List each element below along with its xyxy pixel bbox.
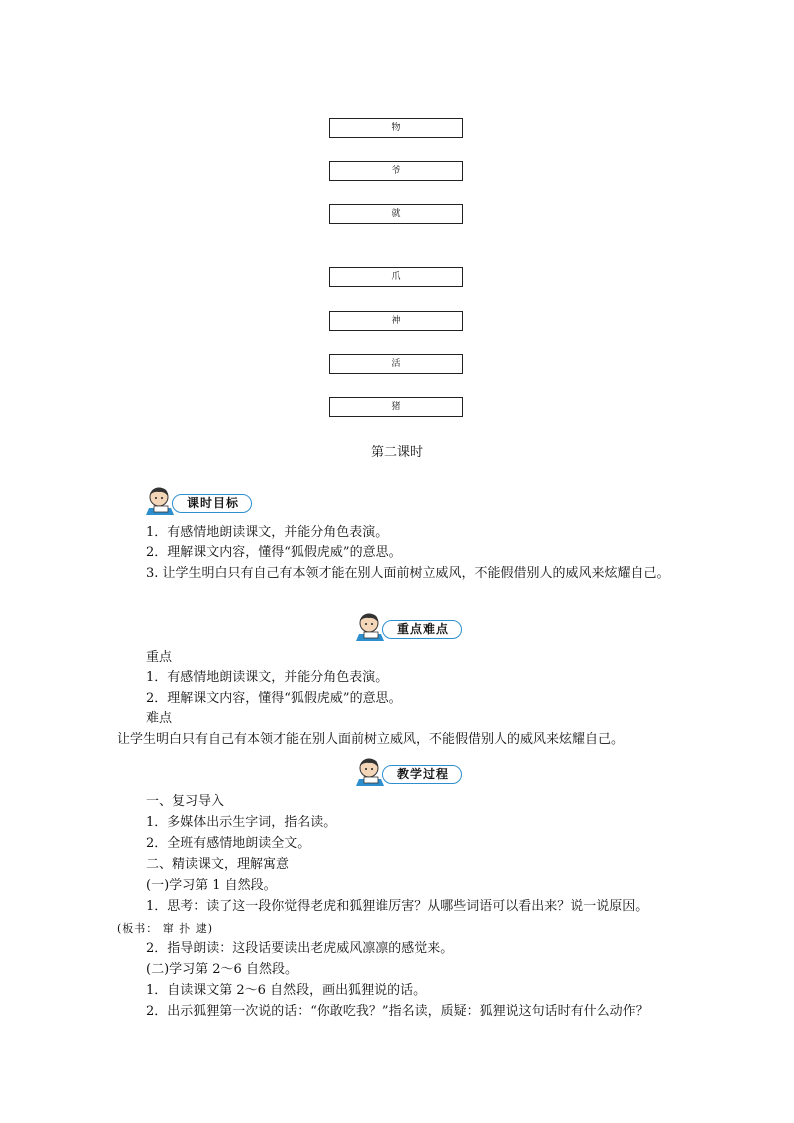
word-box: 活 <box>329 354 463 374</box>
process-line: (二)学习第 2～6 自然段。 <box>146 962 298 977</box>
process-line: 一、复习导入 <box>146 794 225 809</box>
word-box: 神 <box>329 311 463 331</box>
badge-label: 教学过程 <box>382 765 462 784</box>
difficult-label: 难点 <box>146 711 173 726</box>
key-item: 2．理解课文内容，懂得“狐假虎威”的意思。 <box>146 691 402 706</box>
lesson-title: 第二课时 <box>370 445 423 460</box>
badge-label: 重点难点 <box>382 620 462 639</box>
process-line: 2．出示狐狸第一次说的话：“你敢吃我？”指名读，质疑：狐狸说这句话时有什么动作？ <box>146 1004 649 1019</box>
objective-item: 2．理解课文内容，懂得“狐假虎威”的意思。 <box>146 545 402 560</box>
process-line: 2．全班有感情地朗读全文。 <box>146 836 311 851</box>
word-box: 爷 <box>329 161 463 181</box>
process-line: 2．指导朗读：这段话要读出老虎威风凛凛的感觉来。 <box>146 941 454 956</box>
difficult-text: 让学生明白只有自己有本领才能在别人面前树立威风，不能假借别人的威风来炫耀自己。 <box>117 732 625 747</box>
objective-item: 3. 让学生明白只有自己有本领才能在别人面前树立威风，不能假借别人的威风来炫耀自己。 <box>146 566 670 581</box>
process-line: 二、精读课文，理解寓意 <box>146 857 290 872</box>
word-box: 猪 <box>329 397 463 417</box>
process-line: 1．思考：读了这一段你觉得老虎和狐狸谁厉害？从哪些词语可以看出来？说一说原因。 <box>146 899 649 914</box>
badge-label: 课时目标 <box>172 494 252 513</box>
process-line: 1．自读课文第 2～6 自然段，画出狐狸说的话。 <box>146 983 427 998</box>
word-box: 爪 <box>329 267 463 287</box>
word-box: 就 <box>329 204 463 224</box>
key-item: 1．有感情地朗读课文，并能分角色表演。 <box>146 670 389 685</box>
word-box: 物 <box>329 118 463 138</box>
board-note: (板书： 窜 扑 逮) <box>117 922 214 935</box>
process-line: 1．多媒体出示生字词，指名读。 <box>146 815 337 830</box>
process-line: (一)学习第 1 自然段。 <box>146 878 277 893</box>
objective-item: 1．有感情地朗读课文，并能分角色表演。 <box>146 525 389 540</box>
key-label: 重点 <box>146 650 173 665</box>
